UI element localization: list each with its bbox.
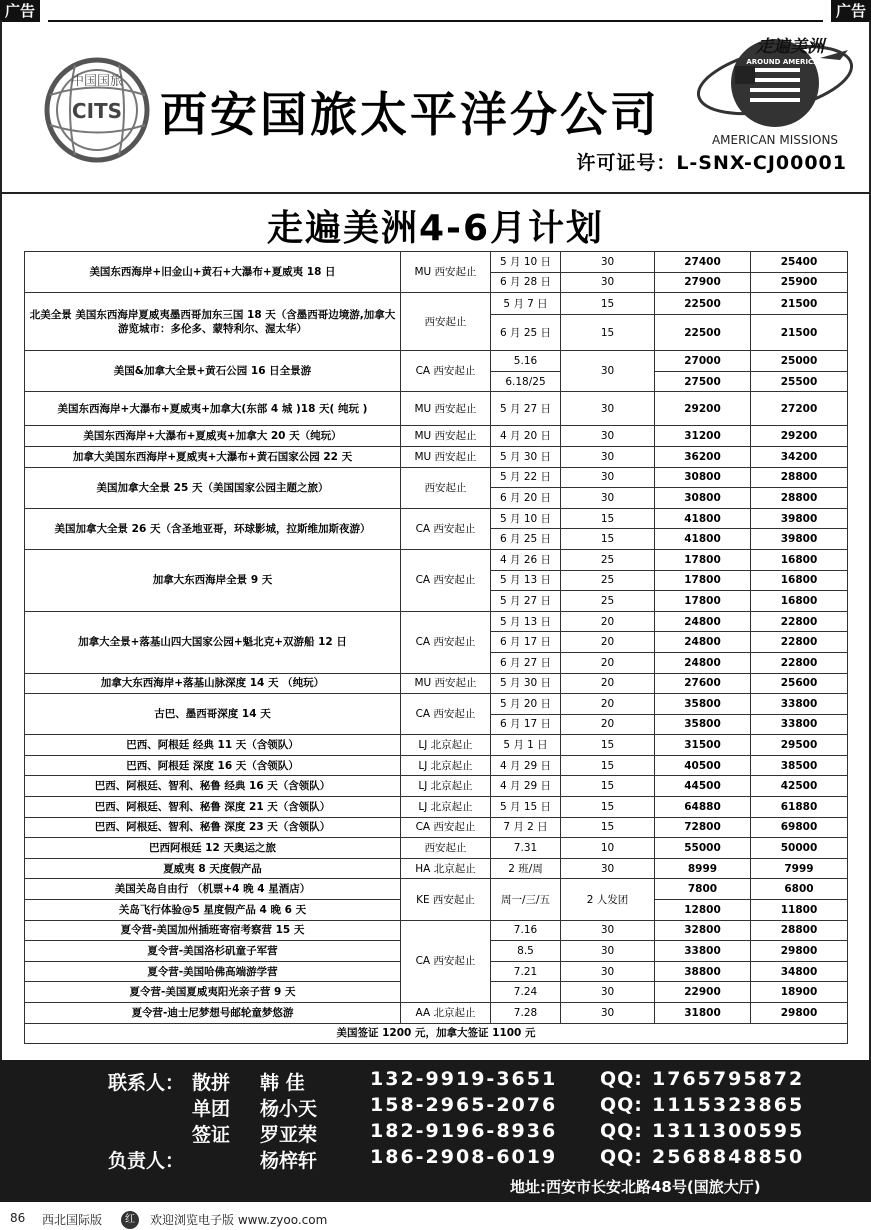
price-standard: 35800 xyxy=(655,714,751,735)
table-row xyxy=(25,694,848,715)
departure-city: MU 西安起止 xyxy=(401,673,491,694)
price-discount: 25400 xyxy=(751,252,848,273)
group-size: 15 xyxy=(561,529,655,550)
route-name: 巴西阿根廷 12 天奥运之旅 xyxy=(25,838,401,859)
visa-note: 美国签证 1200 元，加拿大签证 1100 元 xyxy=(25,1023,848,1044)
price-standard: 32800 xyxy=(655,920,751,941)
departure-date: 5 月 22 日 xyxy=(491,467,561,488)
svg-text:走遍美洲: 走遍美洲 xyxy=(756,37,824,57)
price-standard: 31200 xyxy=(655,426,751,447)
departure-city: CA 西安起止 xyxy=(401,817,491,838)
header-rule xyxy=(2,192,869,194)
departure-city: CA 西安起止 xyxy=(401,694,491,735)
svg-text:中国国旅: 中国国旅 xyxy=(70,74,124,89)
plan-title: 走遍美洲4-6月计划 xyxy=(266,208,605,249)
departure-date: 5.16 xyxy=(491,351,561,372)
departure-date: 7.16 xyxy=(491,920,561,941)
group-size: 25 xyxy=(561,549,655,570)
route-name: 巴西、阿根廷、智利、秘鲁 经典 16 天（含领队） xyxy=(25,776,401,797)
route-name: 夏令营-美国洛杉矶童子军营 xyxy=(25,941,401,962)
price-discount: 25500 xyxy=(751,371,848,392)
price-discount: 18900 xyxy=(751,982,848,1003)
address: 地址:西安市长安北路48号(国旅大厅) xyxy=(510,1178,761,1196)
group-size: 15 xyxy=(561,735,655,756)
price-standard: 17800 xyxy=(655,549,751,570)
price-standard: 27600 xyxy=(655,673,751,694)
departure-date: 6.18/25 xyxy=(491,371,561,392)
departure-city: KE 西安起止 xyxy=(401,879,491,920)
departure-date: 5 月 27 日 xyxy=(491,392,561,426)
departure-date: 5 月 1 日 xyxy=(491,735,561,756)
price-standard: 27000 xyxy=(655,351,751,372)
contact-name: 罗亚荣 xyxy=(260,1124,318,1146)
group-size: 30 xyxy=(561,961,655,982)
group-size: 30 xyxy=(561,920,655,941)
departure-city: CA 西安起止 xyxy=(401,549,491,611)
page-number: 86 xyxy=(10,1211,26,1225)
contact-qq: 1765795872 xyxy=(652,1068,805,1090)
contact-sub: 单团 xyxy=(192,1098,231,1120)
group-size: 30 xyxy=(561,351,655,392)
departure-city: 西安起止 xyxy=(401,467,491,508)
price-discount: 21500 xyxy=(751,293,848,315)
price-standard: 72800 xyxy=(655,817,751,838)
departure-date: 7 月 2 日 xyxy=(491,817,561,838)
price-standard: 30800 xyxy=(655,488,751,509)
price-standard: 31800 xyxy=(655,1003,751,1024)
footer xyxy=(0,1205,871,1230)
departure-date: 7.21 xyxy=(491,961,561,982)
price-standard: 24800 xyxy=(655,611,751,632)
price-discount: 42500 xyxy=(751,776,848,797)
group-size: 30 xyxy=(561,941,655,962)
price-standard: 22500 xyxy=(655,315,751,351)
table-row xyxy=(25,755,848,776)
price-discount: 25600 xyxy=(751,673,848,694)
svg-text:AROUND AMERICAS: AROUND AMERICAS xyxy=(746,58,824,66)
contact-sub: 签证 xyxy=(192,1124,231,1146)
price-discount: 27200 xyxy=(751,392,848,426)
table-row xyxy=(25,293,848,315)
table-row xyxy=(25,1003,848,1024)
route-name: 关岛飞行体验@5 星度假产品 4 晚 6 天 xyxy=(25,900,401,921)
table-row xyxy=(25,508,848,529)
group-size: 30 xyxy=(561,858,655,879)
departure-date: 6 月 25 日 xyxy=(491,315,561,351)
price-discount: 6800 xyxy=(751,879,848,900)
departure-city: 西安起止 xyxy=(401,293,491,351)
group-size: 30 xyxy=(561,392,655,426)
contact-qq-label: QQ: xyxy=(600,1146,643,1168)
group-size: 15 xyxy=(561,315,655,351)
price-discount: 22800 xyxy=(751,652,848,673)
departure-date: 5 月 15 日 xyxy=(491,797,561,818)
group-size: 30 xyxy=(561,1003,655,1024)
table-row xyxy=(25,467,848,488)
route-name: 北美全景 美国东西海岸夏威夷墨西哥加东三国 18 天（含墨西哥边境游,加拿大游览城市：多伦多、蒙特利尔、渥太华） xyxy=(25,293,401,351)
departure-date: 6 月 27 日 xyxy=(491,652,561,673)
departure-date: 7.28 xyxy=(491,1003,561,1024)
price-standard: 36200 xyxy=(655,446,751,467)
contact-phone: 186-2908-6019 xyxy=(370,1146,558,1168)
price-standard: 40500 xyxy=(655,755,751,776)
price-discount: 16800 xyxy=(751,591,848,612)
departure-date: 5 月 30 日 xyxy=(491,446,561,467)
group-size: 30 xyxy=(561,467,655,488)
route-name: 美国加拿大全景 26 天（含圣地亚哥，环球影城，拉斯维加斯夜游） xyxy=(25,508,401,549)
ad-label-left: 广告 xyxy=(0,0,40,22)
departure-date: 5 月 13 日 xyxy=(491,570,561,591)
license-number: 许可证号：L-SNX-CJ00001 xyxy=(576,152,847,174)
price-standard: 22500 xyxy=(655,293,751,315)
group-size: 25 xyxy=(561,570,655,591)
route-name: 夏令营-美国加州插班寄宿考察营 15 天 xyxy=(25,920,401,941)
departure-city: LJ 北京起止 xyxy=(401,755,491,776)
price-standard: 27500 xyxy=(655,371,751,392)
route-name: 美国&加拿大全景+黄石公园 16 日全景游 xyxy=(25,351,401,392)
contact-name: 杨小天 xyxy=(260,1098,318,1120)
price-discount: 22800 xyxy=(751,611,848,632)
departure-date: 周一/三/五 xyxy=(491,879,561,920)
table-row xyxy=(25,817,848,838)
table-row xyxy=(25,797,848,818)
route-name: 加拿大美国东西海岸+夏威夷+大瀑布+黄石国家公园 22 天 xyxy=(25,446,401,467)
departure-city: CA 西安起止 xyxy=(401,351,491,392)
price-discount: 29200 xyxy=(751,426,848,447)
svg-text:CITS: CITS xyxy=(71,99,123,123)
price-standard: 41800 xyxy=(655,529,751,550)
group-size: 20 xyxy=(561,632,655,653)
route-name: 美国东西海岸+大瀑布+夏威夷+加拿大 20 天（纯玩） xyxy=(25,426,401,447)
departure-city: LJ 北京起止 xyxy=(401,735,491,756)
price-discount: 16800 xyxy=(751,570,848,591)
contact-qq-label: QQ: xyxy=(600,1094,643,1116)
departure-date: 5 月 10 日 xyxy=(491,252,561,273)
contact-qq-label: QQ: xyxy=(600,1120,643,1142)
group-size: 20 xyxy=(561,673,655,694)
price-standard: 22900 xyxy=(655,982,751,1003)
table-row xyxy=(25,446,848,467)
price-discount: 16800 xyxy=(751,549,848,570)
departure-date: 2 班/周 xyxy=(491,858,561,879)
departure-date: 4 月 26 日 xyxy=(491,549,561,570)
route-name: 古巴、墨西哥深度 14 天 xyxy=(25,694,401,735)
departure-city: CA 西安起止 xyxy=(401,508,491,549)
price-standard: 8999 xyxy=(655,858,751,879)
price-standard: 27400 xyxy=(655,252,751,273)
price-table xyxy=(24,251,848,1044)
price-discount: 25000 xyxy=(751,351,848,372)
seal-icon: 红 xyxy=(121,1211,139,1229)
departure-date: 6 月 28 日 xyxy=(491,272,561,293)
table-row xyxy=(25,611,848,632)
group-size: 20 xyxy=(561,714,655,735)
table-row xyxy=(25,1023,848,1044)
route-name: 加拿大东西海岸+落基山脉深度 14 天 （纯玩） xyxy=(25,673,401,694)
departure-date: 6 月 20 日 xyxy=(491,488,561,509)
departure-date: 5 月 7 日 xyxy=(491,293,561,315)
departure-date: 4 月 20 日 xyxy=(491,426,561,447)
contact-qq: 2568848850 xyxy=(652,1146,805,1168)
group-size: 15 xyxy=(561,755,655,776)
price-discount: 34800 xyxy=(751,961,848,982)
table-row xyxy=(25,858,848,879)
route-name: 加拿大全景+落基山四大国家公园+魁北克+双游船 12 日 xyxy=(25,611,401,673)
route-name: 美国加拿大全景 25 天（美国国家公园主题之旅） xyxy=(25,467,401,508)
price-standard: 7800 xyxy=(655,879,751,900)
table-row xyxy=(25,735,848,756)
group-size: 15 xyxy=(561,817,655,838)
contact-phone: 158-2965-2076 xyxy=(370,1094,558,1116)
route-name: 巴西、阿根廷 经典 11 天（含领队） xyxy=(25,735,401,756)
price-discount: 28800 xyxy=(751,920,848,941)
price-discount: 50000 xyxy=(751,838,848,859)
price-discount: 28800 xyxy=(751,488,848,509)
contact-name: 杨梓轩 xyxy=(260,1150,318,1172)
contact-qq-label: QQ: xyxy=(600,1068,643,1090)
departure-city: CA 西安起止 xyxy=(401,920,491,1002)
table-row xyxy=(25,351,848,372)
route-name: 加拿大东西海岸全景 9 天 xyxy=(25,549,401,611)
price-standard: 27900 xyxy=(655,272,751,293)
departure-city: AA 北京起止 xyxy=(401,1003,491,1024)
group-size: 15 xyxy=(561,293,655,315)
price-standard: 33800 xyxy=(655,941,751,962)
departure-date: 5 月 30 日 xyxy=(491,673,561,694)
price-standard: 24800 xyxy=(655,652,751,673)
price-standard: 29200 xyxy=(655,392,751,426)
price-discount: 22800 xyxy=(751,632,848,653)
route-name: 夏令营-美国夏威夷阳光亲子营 9 天 xyxy=(25,982,401,1003)
contact-phone: 132-9919-3651 xyxy=(370,1068,558,1090)
route-name: 巴西、阿根廷 深度 16 天（含领队） xyxy=(25,755,401,776)
table-row xyxy=(25,838,848,859)
route-name: 夏令营-美国哈佛高端游学营 xyxy=(25,961,401,982)
group-size: 30 xyxy=(561,446,655,467)
price-standard: 12800 xyxy=(655,900,751,921)
table-row xyxy=(25,426,848,447)
departure-city: MU 西安起止 xyxy=(401,426,491,447)
contact-role: 负责人： xyxy=(108,1150,185,1172)
table-row xyxy=(25,673,848,694)
contact-qq: 1115323865 xyxy=(652,1094,805,1116)
table-row xyxy=(25,776,848,797)
departure-date: 6 月 17 日 xyxy=(491,714,561,735)
price-discount: 39800 xyxy=(751,508,848,529)
group-size: 25 xyxy=(561,591,655,612)
departure-date: 5 月 20 日 xyxy=(491,694,561,715)
table-row xyxy=(25,252,848,273)
price-discount: 29800 xyxy=(751,941,848,962)
departure-city: LJ 北京起止 xyxy=(401,776,491,797)
group-size: 20 xyxy=(561,652,655,673)
group-size: 20 xyxy=(561,611,655,632)
route-name: 巴西、阿根廷、智利、秘鲁 深度 21 天（含领队） xyxy=(25,797,401,818)
departure-date: 5 月 13 日 xyxy=(491,611,561,632)
price-discount: 33800 xyxy=(751,694,848,715)
departure-city: LJ 北京起止 xyxy=(401,797,491,818)
price-standard: 41800 xyxy=(655,508,751,529)
route-name: 夏令营-迪士尼梦想号邮轮童梦悠游 xyxy=(25,1003,401,1024)
contact-sub: 散拼 xyxy=(192,1072,231,1094)
route-name: 巴西、阿根廷、智利、秘鲁 深度 23 天（含领队） xyxy=(25,817,401,838)
departure-date: 4 月 29 日 xyxy=(491,755,561,776)
footer-slogan: 欢迎浏览电子版 www.zyoo.com xyxy=(150,1213,328,1227)
contact-role: 联系人： xyxy=(108,1072,185,1094)
group-size: 20 xyxy=(561,694,655,715)
departure-date: 7.31 xyxy=(491,838,561,859)
departure-date: 5 月 27 日 xyxy=(491,591,561,612)
group-size: 30 xyxy=(561,488,655,509)
price-discount: 11800 xyxy=(751,900,848,921)
table-row xyxy=(25,920,848,941)
price-standard: 44500 xyxy=(655,776,751,797)
departure-city: MU 西安起止 xyxy=(401,446,491,467)
contact-name: 韩 佳 xyxy=(260,1072,305,1094)
route-name: 夏威夷 8 天度假产品 xyxy=(25,858,401,879)
price-discount: 69800 xyxy=(751,817,848,838)
price-standard: 17800 xyxy=(655,591,751,612)
svg-text:AMERICAN MISSIONS: AMERICAN MISSIONS xyxy=(711,133,839,147)
route-name: 美国关岛自由行 （机票+4 晚 4 星酒店） xyxy=(25,879,401,900)
table-row xyxy=(25,392,848,426)
group-size: 30 xyxy=(561,426,655,447)
group-size: 15 xyxy=(561,797,655,818)
route-name: 美国东西海岸+旧金山+黄石+大瀑布+夏威夷 18 日 xyxy=(25,252,401,293)
table-row xyxy=(25,879,848,900)
departure-date: 8.5 xyxy=(491,941,561,962)
group-size: 30 xyxy=(561,272,655,293)
price-standard: 24800 xyxy=(655,632,751,653)
group-size: 15 xyxy=(561,776,655,797)
price-standard: 17800 xyxy=(655,570,751,591)
cits-logo xyxy=(35,55,160,165)
price-discount: 25900 xyxy=(751,272,848,293)
contact-qq: 1311300595 xyxy=(652,1120,805,1142)
group-size: 30 xyxy=(561,982,655,1003)
contact-phone: 182-9196-8936 xyxy=(370,1120,558,1142)
table-row xyxy=(25,549,848,570)
price-discount: 28800 xyxy=(751,467,848,488)
price-discount: 29500 xyxy=(751,735,848,756)
price-discount: 39800 xyxy=(751,529,848,550)
departure-city: HA 北京起止 xyxy=(401,858,491,879)
price-discount: 7999 xyxy=(751,858,848,879)
departure-date: 7.24 xyxy=(491,982,561,1003)
price-standard: 55000 xyxy=(655,838,751,859)
price-discount: 29800 xyxy=(751,1003,848,1024)
price-standard: 35800 xyxy=(655,694,751,715)
price-standard: 31500 xyxy=(655,735,751,756)
company-name: 西安国旅太平洋分公司 xyxy=(160,88,660,143)
group-size: 30 xyxy=(561,252,655,273)
price-discount: 33800 xyxy=(751,714,848,735)
departure-date: 6 月 25 日 xyxy=(491,529,561,550)
departure-city: 西安起止 xyxy=(401,838,491,859)
departure-date: 5 月 10 日 xyxy=(491,508,561,529)
price-standard: 38800 xyxy=(655,961,751,982)
section-name: 西北国际版 xyxy=(42,1213,103,1227)
price-standard: 30800 xyxy=(655,467,751,488)
price-discount: 34200 xyxy=(751,446,848,467)
departure-city: MU 西安起止 xyxy=(401,392,491,426)
departure-date: 4 月 29 日 xyxy=(491,776,561,797)
group-size: 15 xyxy=(561,508,655,529)
price-discount: 21500 xyxy=(751,315,848,351)
departure-city: CA 西安起止 xyxy=(401,611,491,673)
departure-city: MU 西安起止 xyxy=(401,252,491,293)
group-size: 10 xyxy=(561,838,655,859)
departure-date: 6 月 17 日 xyxy=(491,632,561,653)
price-standard: 64880 xyxy=(655,797,751,818)
around-americas-logo xyxy=(690,28,860,148)
price-discount: 38500 xyxy=(751,755,848,776)
group-size: 2 人发团 xyxy=(561,879,655,920)
route-name: 美国东西海岸+大瀑布+夏威夷+加拿大(东部 4 城 )18 天( 纯玩 ) xyxy=(25,392,401,426)
price-discount: 61880 xyxy=(751,797,848,818)
ad-label-right: 广告 xyxy=(831,0,871,22)
